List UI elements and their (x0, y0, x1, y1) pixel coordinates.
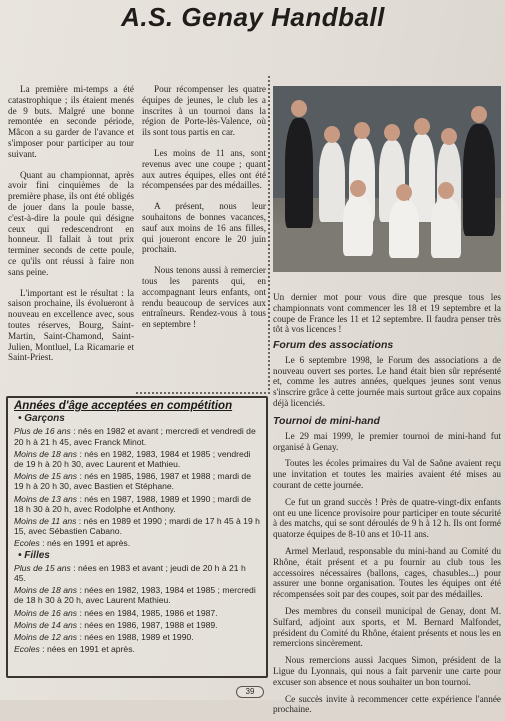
player-head (291, 100, 307, 117)
group-label-garcons: • Garçons (18, 413, 65, 425)
age-details: : nées en 1991 et après. (39, 644, 135, 655)
player-head (324, 126, 340, 143)
paragraph: Quant au championnat, après avoir fini cinquièmes de la première phase, ils ont été obligés de jouer dans la poule basse, c'est-à-dire la poule qui désigne ceux qui redescendront en honneur. Il fallait à tout prix terminer seconds de cette poule, ce qu'ils ont réussi à faire non sans peine. (8, 169, 134, 277)
paragraph: Ce succès invite à recommencer cette expérience l'année prochaine. (273, 693, 501, 715)
age-category: Moins de 15 ans (14, 471, 78, 482)
age-category: Plus de 15 ans (14, 562, 71, 573)
age-row (14, 471, 260, 491)
age-row (14, 644, 260, 654)
age-category: Moins de 13 ans (14, 493, 78, 504)
age-details: : nées en 1986, 1987, 1988 et 1989. (77, 619, 218, 630)
page-title: A.S. Genay Handball (121, 2, 385, 32)
age-details: : nés en 1989 et 1990 ; mardi de 17 h 45 à 19 h 15, avec Sébastien Cabano. (14, 516, 260, 537)
player-head (438, 182, 454, 199)
age-category: Moins de 12 ans (14, 632, 78, 643)
age-details: : nées en 1984, 1985, 1986 et 1987. (77, 607, 218, 618)
page-number: 39 (236, 686, 264, 698)
team-photo (273, 86, 501, 272)
age-row (14, 620, 260, 630)
age-details: : nées en 1983 et avant ; jeudi de 20 h à 21 h 45. (14, 562, 246, 584)
age-details: : nés en 1991 et après. (39, 538, 131, 549)
paragraph: Les moins de 11 ans, sont revenus avec une coupe ; quant aux autres équipes, elles ont été récompensées par des médailles. (142, 147, 266, 191)
tournoi-section (273, 416, 501, 721)
player-figure (343, 196, 373, 256)
age-category: Moins de 18 ans (14, 448, 78, 459)
article-column-left (8, 84, 134, 373)
age-category: Ecoles (14, 644, 40, 655)
forum-section (273, 340, 501, 409)
age-row (14, 426, 260, 446)
age-row (14, 538, 260, 548)
section-heading: Forum des associations (273, 339, 394, 351)
paragraph: A présent, nous leur souhaitons de bonnes vacances, sauf aux moins de 16 ans filles, qui joueront encore le 20 juin prochain. (142, 201, 266, 255)
player-head (384, 124, 400, 141)
player-figure (389, 200, 419, 258)
age-category: Moins de 18 ans (14, 585, 78, 596)
paragraph: Toutes les écoles primaires du Val de Saône avaient reçu une invitation et toutes les mairies avaient été mises au courant de cette journée. (273, 458, 501, 490)
age-category: Moins de 14 ans (14, 619, 78, 630)
paragraph: L'important est le résultat : la saison prochaine, ils évolueront à nouveau en excellence avec, sous toutes réserves, Bourg, Saint-Martin, Saint-Chamond, Saint-Julien, Montluel, La Ricamarie et Saint-Priest. (8, 287, 134, 363)
age-details: : nées en 1988, 1989 et 1990. (77, 632, 194, 643)
player-head (471, 106, 487, 123)
paragraph: Armel Merlaud, responsable du mini-hand au Comité du Rhône, était présent et a pu fournir au club tous les accessoires nécessaires (ballons, cages, chasubles...) pour assurer une bonne organisation. Toutes les équipes ont été récompensées soit par des coupes, soit par des médailles. (273, 545, 501, 600)
player-head (441, 128, 457, 145)
age-details: : nés en 1985, 1986, 1987 et 1988 ; mardi de 19 h à 20 h 30, avec Bastien et Stéphane. (14, 471, 251, 492)
player-head (354, 122, 370, 139)
age-details: : nés en 1982 et avant ; mercredi et vendredi de 20 h à 21 h 45, avec Franck Minot. (14, 426, 256, 447)
player-figure (431, 198, 461, 258)
player-head (414, 118, 430, 135)
age-row (14, 608, 260, 618)
age-category: Plus de 16 ans (14, 426, 71, 437)
player-figure (463, 124, 495, 236)
section-heading: Tournoi de mini-hand (273, 415, 380, 427)
paragraph: Des membres du conseil municipal de Genay, dont M. Sulfard, adjoint aux sports, et M. Bernard Malfondet, président du Comité du Rhône, étaient présents et nous les en remercions sincèrement. (273, 605, 501, 649)
age-row (14, 449, 260, 469)
age-row (14, 516, 260, 536)
age-category: Moins de 11 ans (14, 516, 77, 527)
paragraph: Ce fut un grand succès ! Près de quatre-vingt-dix enfants ont eu une licence provisoire pour participer en toute sécurité à des matchs, qui se sont déroulés de 9 h à 12 h. Ils ont formé quatorze équipes de 8-10 ans et 10-11 ans. (273, 496, 501, 540)
age-category: Ecoles (14, 538, 40, 549)
age-categories-box (6, 396, 268, 678)
age-category: Moins de 16 ans (14, 607, 78, 618)
group-label-filles: • Filles (18, 549, 50, 561)
player-head (350, 180, 366, 197)
age-details: : nés en 1982, 1983, 1984 et 1985 ; vendredi de 19 h à 20 h 30, avec Laurent et Mathieu. (14, 448, 251, 470)
age-row (14, 494, 260, 514)
box-title: Années d'âge acceptées en compétition (14, 400, 233, 412)
age-row (14, 563, 260, 583)
paragraph: La première mi-temps a été catastrophique ; ils étaient menés de 9 buts. Malgré une bonne remontée en seconde période, Mâcon a su garder de l'avance et s'imposer pour participer au tour suivant. (8, 84, 134, 159)
player-figure (285, 118, 313, 228)
paragraph: Pour récompenser les quatre équipes de jeunes, le club les a inscrites à un tournoi dans la région de Porte-lès-Valence, où ils sont tous partis en car. (142, 84, 266, 138)
player-figure (319, 142, 345, 222)
paragraph: Nous remercions aussi Jacques Simon, président de la Ligue du Lyonnais, qui nous a fait parvenir une carte pour excuser son absence et nous souhaiter un bon tournoi. (273, 655, 501, 687)
age-details: : nées en 1982, 1983, 1984 et 1985 ; mercredi de 18 h 30 à 20 h, avec Laurent Mathieu. (14, 585, 256, 606)
player-head (396, 184, 412, 201)
age-row (14, 632, 260, 642)
paragraph: Nous tenons aussi à remercier tous les parents qui, en accompagnant leurs enfants, ont rendu beaucoup de services aux entraîneurs. Rendez-vous à tous en septembre ! (142, 265, 266, 330)
paragraph: Le 29 mai 1999, le premier tournoi de mini-hand fut organisé à Genay. (273, 430, 501, 452)
paragraph: Le 6 septembre 1998, le Forum des associations a de nouveau ouvert ses portes. Le hand était bien sûr représenté et, comme les autres années, quelques jeunes sont venus s'inscrire grâce à cette journée mais surtout grâce aux copains déjà licenciés. (273, 354, 501, 408)
age-details: : nés en 1987, 1988, 1989 et 1990 ; mardi de 18 h 30 à 20 h, avec Rodolphe et Anthony. (14, 493, 251, 514)
article-column-middle (142, 84, 266, 340)
age-row (14, 585, 260, 605)
photo-caption: Un dernier mot pour vous dire que presque tous les championnats vont commencer les 18 et 19 septembre et la coupe de France les 11 et 12 septembre. Il faudra penser très tôt à vos licences ! (273, 292, 501, 335)
